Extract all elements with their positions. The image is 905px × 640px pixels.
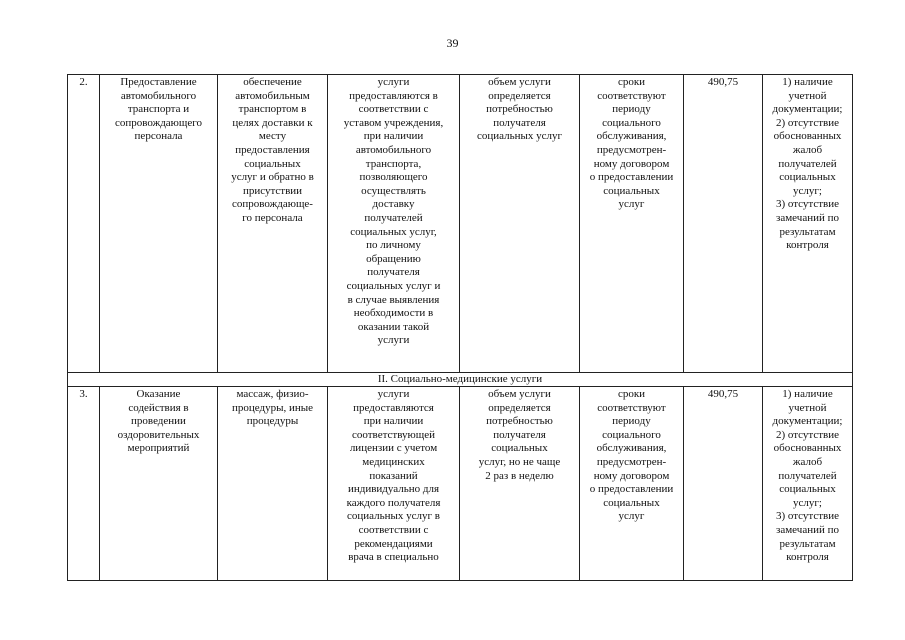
cell-text-line: соответствии с xyxy=(358,103,429,116)
cell-text-line: о предоставлении xyxy=(589,483,674,496)
cell-text-line: 2) отсутствие xyxy=(775,428,840,441)
cell-text-line: соответствии с xyxy=(358,523,429,536)
cell-text-line: замечаний по xyxy=(775,523,839,536)
cell-text-line: социальных xyxy=(491,442,548,455)
cell-text-line: целях доставки к xyxy=(232,116,313,129)
cell-text-line: потребностью xyxy=(486,415,553,428)
cell-text-line: получателей xyxy=(778,157,837,170)
cell-text-line: соответствуют xyxy=(597,401,666,414)
cell-text-line: врача в специально xyxy=(348,551,439,564)
cell-text-line: позволяющего xyxy=(359,171,428,184)
service-volume-cell xyxy=(460,387,580,581)
cell-text-line: услуг xyxy=(618,198,645,211)
cell-text-line: услуг xyxy=(618,510,645,523)
cell-text-line: оказании такой xyxy=(357,320,430,333)
cell-text-line: транспорта, xyxy=(365,157,422,170)
cell-text-line: процедуры, иные xyxy=(231,401,314,414)
cell-text-line: социальных услуг xyxy=(476,130,563,143)
cell-text-line: 3) отсутствие xyxy=(775,510,840,523)
cell-text-line: предоставления xyxy=(235,143,310,156)
cell-text-line: обоснованных xyxy=(773,442,842,455)
cell-text-line: обоснованных xyxy=(773,130,842,143)
service-description-cell xyxy=(218,387,328,581)
cell-text-line: индивидуально для xyxy=(347,483,440,496)
cell-text-line: сроки xyxy=(617,76,646,88)
cell-text-line: необходимости в xyxy=(353,307,434,320)
cell-text-line: при наличии xyxy=(363,415,424,428)
service-description-cell xyxy=(218,75,328,373)
cell-text-line: каждого получателя xyxy=(346,496,441,509)
cell-text-line: уставом учреждения, xyxy=(343,116,444,129)
service-quality-cell xyxy=(763,387,853,581)
service-name-cell xyxy=(100,387,218,581)
cell-text-line: лицензии с учетом xyxy=(349,442,438,455)
cell-text-line: обращению xyxy=(366,252,421,265)
cell-text-line: автомобильным xyxy=(235,89,310,102)
services-table xyxy=(67,74,853,581)
page-number: 39 xyxy=(446,36,459,50)
cell-text-line: 1) наличие xyxy=(782,76,833,88)
cell-text-line: жалоб xyxy=(792,143,823,156)
service-tariff-cell: 490,75 xyxy=(684,387,763,581)
cell-text-line: процедуры xyxy=(246,415,299,428)
cell-text-line: в случае выявления xyxy=(347,293,440,306)
cell-text-line: персонала xyxy=(134,130,183,143)
service-tariff-cell: 490,75 xyxy=(684,75,763,373)
cell-text-line: содействия в xyxy=(128,401,189,414)
cell-text-line: предусмотрен- xyxy=(596,455,667,468)
cell-text-line: предоставляются в xyxy=(349,89,438,102)
cell-text-line: результатам xyxy=(779,537,836,550)
cell-text-line: обеспечение xyxy=(243,76,302,88)
section-title: II. Социально-медицинские услуги xyxy=(68,373,853,387)
cell-text-line: массаж, физио- xyxy=(236,388,309,400)
table-row xyxy=(68,75,853,373)
cell-text-line: услуг; xyxy=(793,184,822,197)
cell-text-line: услуг и обратно в xyxy=(231,171,314,184)
cell-text-line: услуги xyxy=(377,76,410,88)
cell-text-line: контроля xyxy=(786,239,829,252)
cell-text-line: автомобильного xyxy=(355,143,432,156)
section-header-row xyxy=(68,373,853,387)
cell-text-line: рекомендациями xyxy=(354,537,433,550)
cell-text-line: получателя xyxy=(493,116,546,129)
cell-text-line: о предоставлении xyxy=(589,171,674,184)
service-name-cell xyxy=(100,75,218,373)
cell-text-line: социальных xyxy=(244,157,301,170)
cell-text-line: социальных услуг, xyxy=(350,225,437,238)
cell-text-line: ному договором xyxy=(593,157,670,170)
cell-text-line: документации; xyxy=(772,415,843,428)
cell-text-line: услуги xyxy=(377,388,410,400)
cell-text-line: учетной xyxy=(788,89,827,102)
cell-text-line: социальных услуг и xyxy=(346,279,441,292)
cell-text-line: учетной xyxy=(788,401,827,414)
cell-text-line: сопровождающе- xyxy=(232,198,313,211)
cell-text-line: обслуживания, xyxy=(596,130,667,143)
cell-text-line: по личному xyxy=(366,239,421,252)
cell-text-line: социального xyxy=(602,116,661,129)
cell-text-line: соответствующей xyxy=(352,428,435,441)
row-number-cell: 2. xyxy=(68,75,100,373)
cell-text-line: получателей xyxy=(364,211,423,224)
cell-text-line: услуг, но не чаще xyxy=(478,455,561,468)
cell-text-line: Предоставление xyxy=(120,76,197,88)
cell-text-line: доставку xyxy=(372,198,415,211)
cell-text-line: обслуживания, xyxy=(596,442,667,455)
cell-text-line: месту xyxy=(258,130,287,143)
cell-text-line: услуги xyxy=(377,334,410,347)
cell-text-line: ному договором xyxy=(593,469,670,482)
row-number-cell: 3. xyxy=(68,387,100,581)
cell-text-line: результатам xyxy=(779,225,836,238)
cell-text-line: осуществлять xyxy=(361,184,426,197)
cell-text-line: при наличии xyxy=(363,130,424,143)
cell-text-line: социальных xyxy=(603,496,660,509)
cell-text-line: жалоб xyxy=(792,455,823,468)
cell-text-line: медицинских xyxy=(362,455,425,468)
cell-text-line: замечаний по xyxy=(775,211,839,224)
cell-text-line: потребностью xyxy=(486,103,553,116)
cell-text-line: объем услуги xyxy=(488,76,551,88)
cell-text-line: социальных xyxy=(779,171,836,184)
cell-text-line: Оказание xyxy=(136,388,181,400)
cell-text-line: социальных услуг в xyxy=(347,510,440,523)
service-quality-cell xyxy=(763,75,853,373)
cell-text-line: показаний xyxy=(369,469,418,482)
service-terms-cell xyxy=(580,387,684,581)
cell-text-line: 2 раз в неделю xyxy=(485,469,554,482)
cell-text-line: получателей xyxy=(778,469,837,482)
cell-text-line: оздоровительных xyxy=(117,428,200,441)
service-volume-cell xyxy=(460,75,580,373)
cell-text-line: 3) отсутствие xyxy=(775,198,840,211)
cell-text-line: сроки xyxy=(617,388,646,400)
cell-text-line: получателя xyxy=(493,428,546,441)
cell-text-line: предоставляются xyxy=(353,401,434,414)
cell-text-line: 1) наличие xyxy=(782,388,833,400)
cell-text-line: определяется xyxy=(488,89,551,102)
service-conditions-cell xyxy=(328,387,460,581)
cell-text-line: проведении xyxy=(131,415,186,428)
cell-text-line: периоду xyxy=(612,103,651,116)
cell-text-line: соответствуют xyxy=(597,89,666,102)
cell-text-line: контроля xyxy=(786,551,829,564)
cell-text-line: объем услуги xyxy=(488,388,551,400)
cell-text-line: транспорта и xyxy=(127,103,190,116)
cell-text-line: транспортом в xyxy=(238,103,307,116)
cell-text-line: мероприятий xyxy=(127,442,190,455)
cell-text-line: периоду xyxy=(612,415,651,428)
cell-text-line: 2) отсутствие xyxy=(775,116,840,129)
cell-text-line: го персонала xyxy=(242,211,303,224)
table-row xyxy=(68,387,853,581)
cell-text-line: получателя xyxy=(367,266,420,279)
cell-text-line: сопровождающего xyxy=(114,116,202,129)
cell-text-line: социального xyxy=(602,428,661,441)
service-terms-cell xyxy=(580,75,684,373)
cell-text-line: автомобильного xyxy=(120,89,197,102)
cell-text-line: документации; xyxy=(772,103,843,116)
cell-text-line: присутствии xyxy=(242,184,303,197)
cell-text-line: определяется xyxy=(488,401,551,414)
cell-text-line: услуг; xyxy=(793,496,822,509)
cell-text-line: социальных xyxy=(603,184,660,197)
service-conditions-cell xyxy=(328,75,460,373)
cell-text-line: социальных xyxy=(779,483,836,496)
cell-text-line: предусмотрен- xyxy=(596,143,667,156)
